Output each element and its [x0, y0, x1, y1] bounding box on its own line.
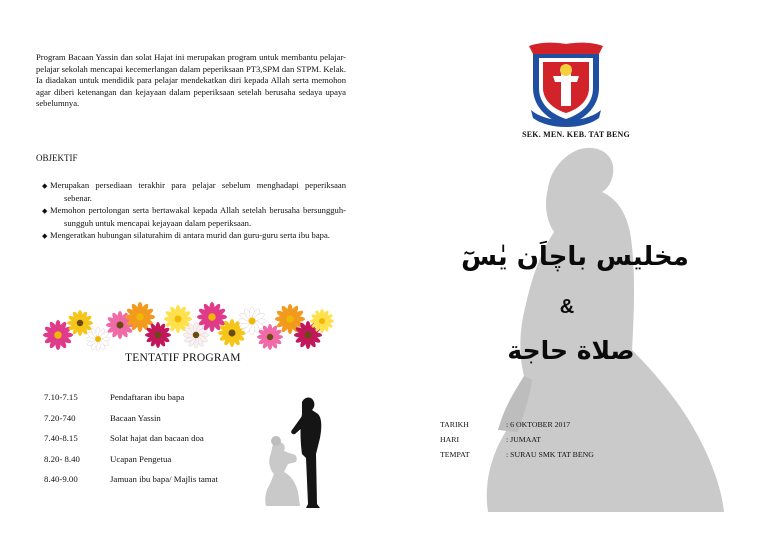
flower-icon: [86, 327, 110, 351]
flower-icon: [125, 302, 155, 332]
school-name: SEK. MEN. KEB. TAT BENG: [522, 130, 630, 139]
detail-value: : 6 OKTOBER 2017: [506, 420, 571, 429]
detail-key: HARI: [440, 435, 460, 444]
bullet-icon: ◆: [42, 182, 48, 190]
detail-row: [440, 420, 594, 435]
school-crest-logo-icon: [527, 40, 605, 128]
objective-item: ◆ Mengeratkan hubungan silaturahim di antara murid dan guru-guru serta ibu bapa.: [36, 230, 346, 243]
arabic-title-line2: صلاة حاجة: [507, 336, 635, 365]
detail-key: TEMPAT: [440, 450, 470, 459]
schedule-time: 7.10-7.15: [44, 392, 78, 402]
detail-value: : JUMAAT: [506, 435, 541, 444]
schedule-time: 8.40-9.00: [44, 474, 78, 484]
schedule-time: 8.20- 8.40: [44, 453, 80, 464]
objective-item: ◆ Merupakan persediaan terakhir para pelajar sebelum menghadapi peperiksaan sebenar.: [42, 180, 346, 203]
title-ampersand: &: [559, 296, 575, 318]
objective-heading: OBJEKTIF: [36, 153, 78, 163]
bullet-icon: ◆: [42, 232, 48, 241]
right-panel: [384, 0, 768, 543]
tentative-title: TENTATIF PROGRAM: [125, 352, 241, 364]
detail-row: [440, 450, 594, 465]
detail-key: TARIKH: [440, 420, 469, 429]
event-details: [440, 420, 594, 465]
schedule-activity: Solat hajat dan bacaan doa: [110, 433, 204, 443]
intro-paragraph: Program Bacaan Yassin dan solat Hajat ini merupakan program untuk membantu pelajar-pelajar sekolah mencapai kecemerlangan dalam peperiksaan PT3,SPM dan STPM. Kelak. Ia diadakan untuk mendidik para pelajar mendekatkan diri kepada Allah serta memohon agar diberi ketenangan dan kejayaan dalam peperiksaan setelah berusaha sedaya upaya sebelumnya.: [36, 52, 346, 109]
schedule-activity: Ucapan Pengetua: [110, 453, 172, 464]
detail-value: : SURAU SMK TAT BENG: [506, 450, 594, 459]
objective-item: ◆ Memohon pertolongan serta bertawakal kepada Allah setelah berusaha bersungguh-sungguh untuk mencapai kejayaan dalam peperiksaan.: [42, 205, 346, 228]
schedule-activity: Jamuan ibu bapa/ Majlis tamat: [110, 474, 218, 484]
schedule-activity: Bacaan Yassin: [110, 412, 161, 423]
arabic-title-line1: مخليس باچاَن يٰسٓ: [461, 242, 689, 272]
praying-man-silhouette-icon: [262, 394, 340, 512]
schedule-time: 7.20-740: [44, 412, 76, 423]
schedule-time: 7.40-8.15: [44, 433, 78, 443]
bullet-icon: ◆: [42, 207, 48, 216]
schedule-activity: Pendaftaran ibu bapa: [110, 392, 185, 402]
detail-row: [440, 435, 594, 450]
flower-border-decoration-icon: [40, 295, 336, 357]
objective-list: [36, 180, 346, 244]
